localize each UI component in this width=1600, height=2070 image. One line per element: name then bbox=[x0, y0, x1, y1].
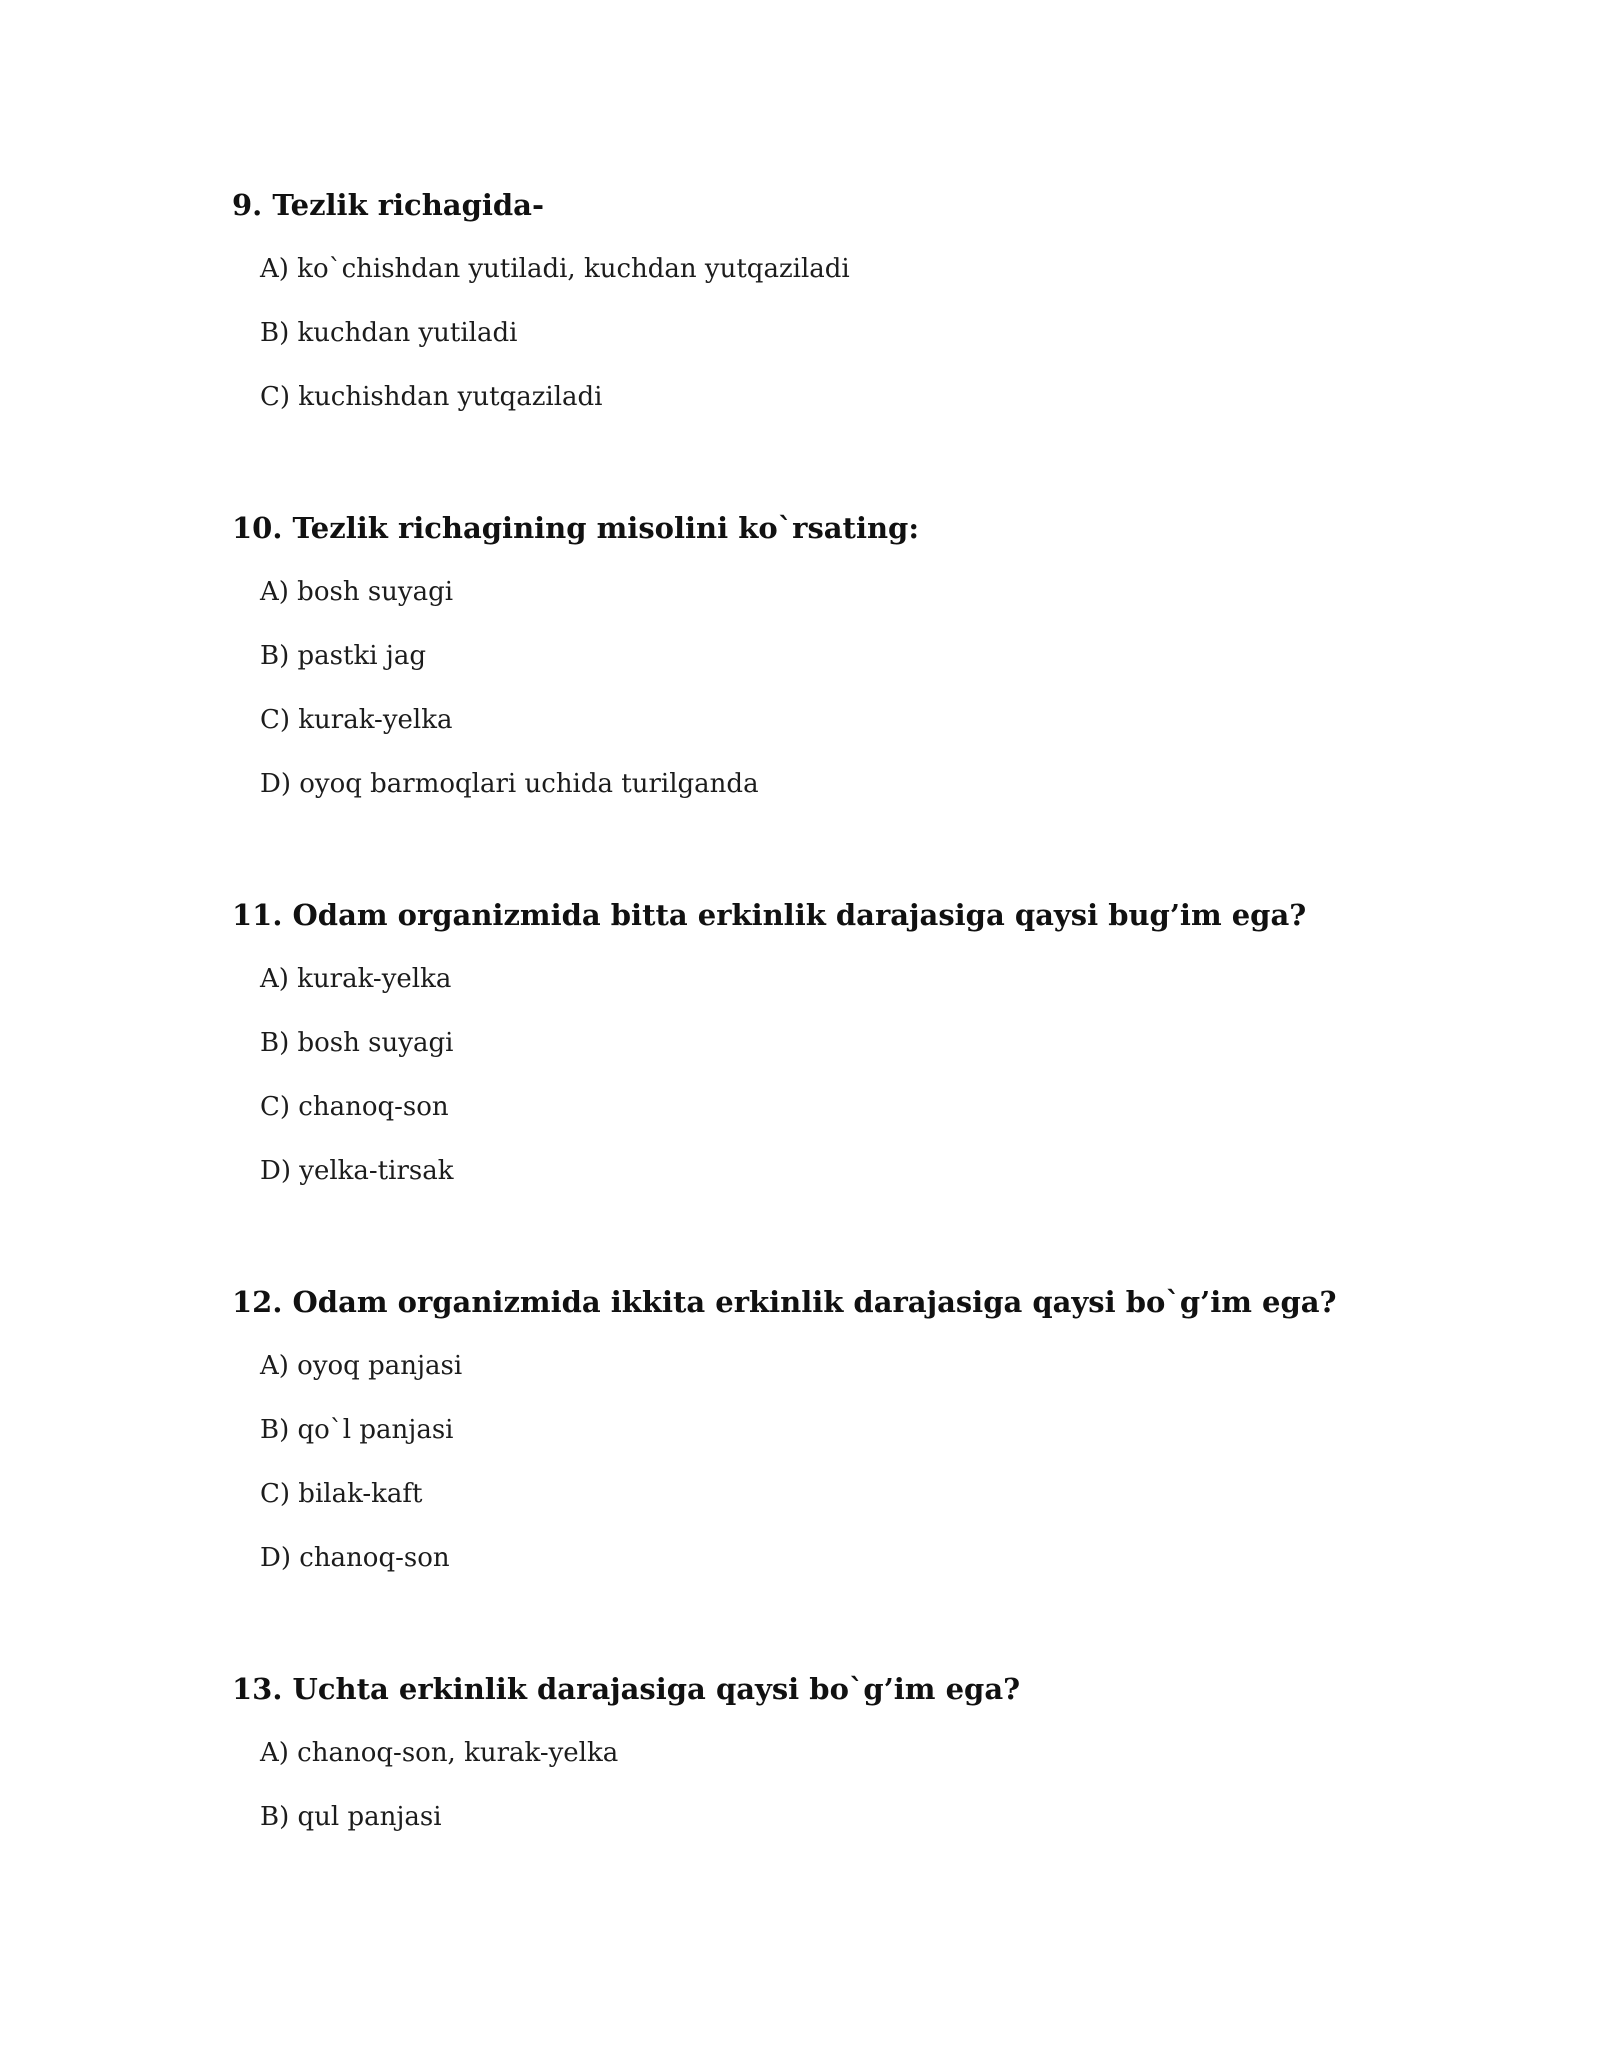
options-list bbox=[232, 959, 1432, 1191]
option-b: B) pastki jag bbox=[260, 641, 426, 671]
options-list bbox=[232, 249, 1432, 417]
option-c: C) bilak-kaft bbox=[260, 1479, 423, 1509]
option-c: C) kuchishdan yutqaziladi bbox=[260, 382, 603, 412]
question-title: 9. Tezlik richagida- bbox=[232, 188, 544, 222]
option-b: B) bosh suyagi bbox=[260, 1028, 454, 1058]
option-b: B) kuchdan yutiladi bbox=[260, 318, 518, 348]
option-a: A) bosh suyagi bbox=[260, 577, 454, 607]
question-10 bbox=[232, 508, 1432, 804]
option-a: A) ko`chishdan yutiladi, kuchdan yutqaziladi bbox=[260, 254, 850, 284]
options-list bbox=[232, 1733, 1432, 1837]
question-11 bbox=[232, 895, 1432, 1191]
option-b: B) qo`l panjasi bbox=[260, 1415, 454, 1445]
question-title: 10. Tezlik richagining misolini ko`rsating: bbox=[232, 511, 920, 545]
options-list bbox=[232, 1346, 1432, 1578]
question-title: 11. Odam organizmida bitta erkinlik darajasiga qaysi bug’im ega? bbox=[232, 898, 1307, 932]
option-b: B) qul panjasi bbox=[260, 1802, 442, 1832]
question-9 bbox=[232, 185, 1432, 417]
options-list bbox=[232, 572, 1432, 804]
option-a: A) kurak-yelka bbox=[260, 964, 452, 994]
question-13 bbox=[232, 1669, 1432, 1837]
option-d: D) oyoq barmoqlari uchida turilganda bbox=[260, 769, 759, 799]
option-c: C) kurak-yelka bbox=[260, 705, 453, 735]
option-d: D) chanoq-son bbox=[260, 1543, 450, 1573]
option-a: A) chanoq-son, kurak-yelka bbox=[260, 1738, 619, 1768]
option-a: A) oyoq panjasi bbox=[260, 1351, 463, 1381]
question-12 bbox=[232, 1282, 1432, 1578]
question-title: 12. Odam organizmida ikkita erkinlik darajasiga qaysi bo`g’im ega? bbox=[232, 1285, 1337, 1319]
option-d: D) yelka-tirsak bbox=[260, 1156, 454, 1186]
option-c: C) chanoq-son bbox=[260, 1092, 449, 1122]
question-title: 13. Uchta erkinlik darajasiga qaysi bo`g’im ega? bbox=[232, 1672, 1021, 1706]
